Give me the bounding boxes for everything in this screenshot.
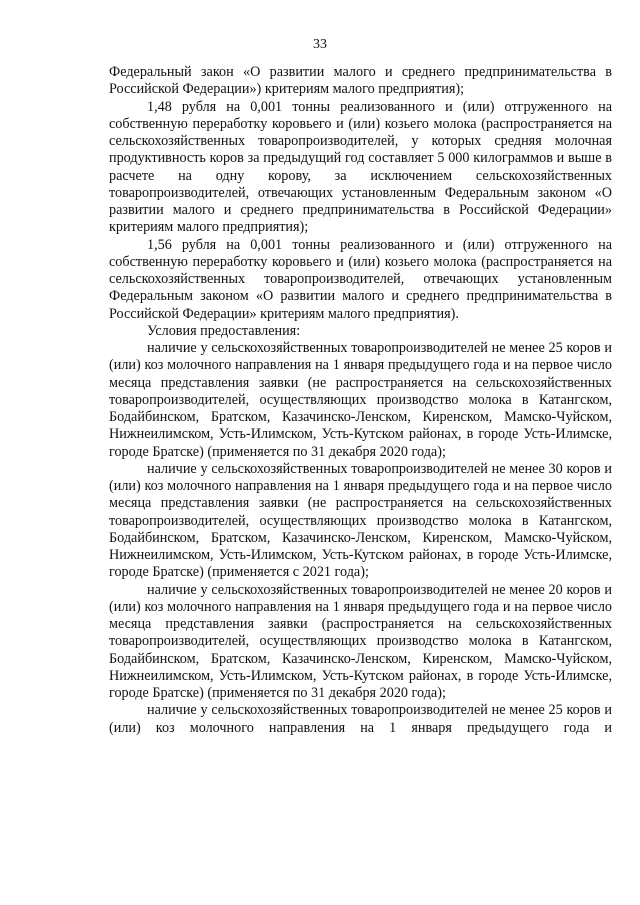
paragraph-condition-25-cows: наличие у сельскохозяйственных товаропроизводителей не менее 25 коров и (или) коз молочного направления на 1 января предыдущего года и на первое число месяца представления заявки (не распространяется на сельскохозяйственных товаропроизводителей, осуществляющих производство молока в Катангском, Бодайбинском, Братском, Казачинско-Ленском, Киренском, Мамско-Чуйском, Нижнеилимском, Усть-Илимском, Усть-Кутском районах, в городе Усть-Илимске, городе Братске) (применяется по 31 декабря 2020 года); bbox=[109, 340, 612, 460]
paragraph-rate-1-56: 1,56 рубля на 0,001 тонны реализованного и (или) отгруженного на собственную переработку коровьего и (или) козьего молока (распространяется на сельскохозяйственных товаропроизводителей, отвечающих установленным Федеральным законом «О развитии малого и среднего предпринимательства в Российской Федерации» критериям малого предприятия). bbox=[109, 236, 612, 322]
paragraph-condition-25-cows-continued: наличие у сельскохозяйственных товаропроизводителей не менее 25 коров и (или) коз молочного направления на 1 января предыдущего года и bbox=[109, 702, 612, 736]
paragraph-condition-30-cows: наличие у сельскохозяйственных товаропроизводителей не менее 30 коров и (или) коз молочного направления на 1 января предыдущего года и на первое число месяца представления заявки (не распространяется на сельскохозяйственных товаропроизводителей, осуществляющих производство молока в Катангском, Бодайбинском, Братском, Казачинско-Ленском, Киренском, Мамско-Чуйском, Нижнеилимском, Усть-Илимском, Усть-Кутском районах, в городе Усть-Илимске, городе Братске) (применяется с 2021 года); bbox=[109, 460, 612, 581]
paragraph-rate-1-48: 1,48 рубля на 0,001 тонны реализованного и (или) отгруженного на собственную переработку коровьего и (или) козьего молока (распространяется на сельскохозяйственных товаропроизводителей, у которых средняя молочная продуктивность коров за предыдущий год составляет 5 000 килограммов и выше в расчете на одну корову, за исключением сельскохозяйственных товаропроизводителей, отвечающих установленным Федеральным законом «О развитии малого и среднего предпринимательства в Российской Федерации» критериям малого предприятия); bbox=[109, 98, 612, 236]
paragraph-continuation: Федеральный закон «О развитии малого и среднего предпринимательства в Российской Федерации») критериям малого предприятия); bbox=[109, 64, 612, 98]
paragraph-conditions-heading: Условия предоставления: bbox=[147, 322, 301, 339]
document-body bbox=[109, 64, 612, 737]
page-number: 33 bbox=[313, 37, 327, 52]
paragraph-condition-20-cows: наличие у сельскохозяйственных товаропроизводителей не менее 20 коров и (или) коз молочного направления на 1 января предыдущего года и на первое число месяца представления заявки (распространяется на сельскохозяйственных товаропроизводителей, осуществляющих производство молока в Катангском, Бодайбинском, Братском, Казачинско-Ленском, Киренском, Мамско-Чуйском, Нижнеилимском, Усть-Илимском, Усть-Кутском районах, в городе Усть-Илимске, городе Братске) (применяется по 31 декабря 2020 года); bbox=[109, 581, 612, 701]
